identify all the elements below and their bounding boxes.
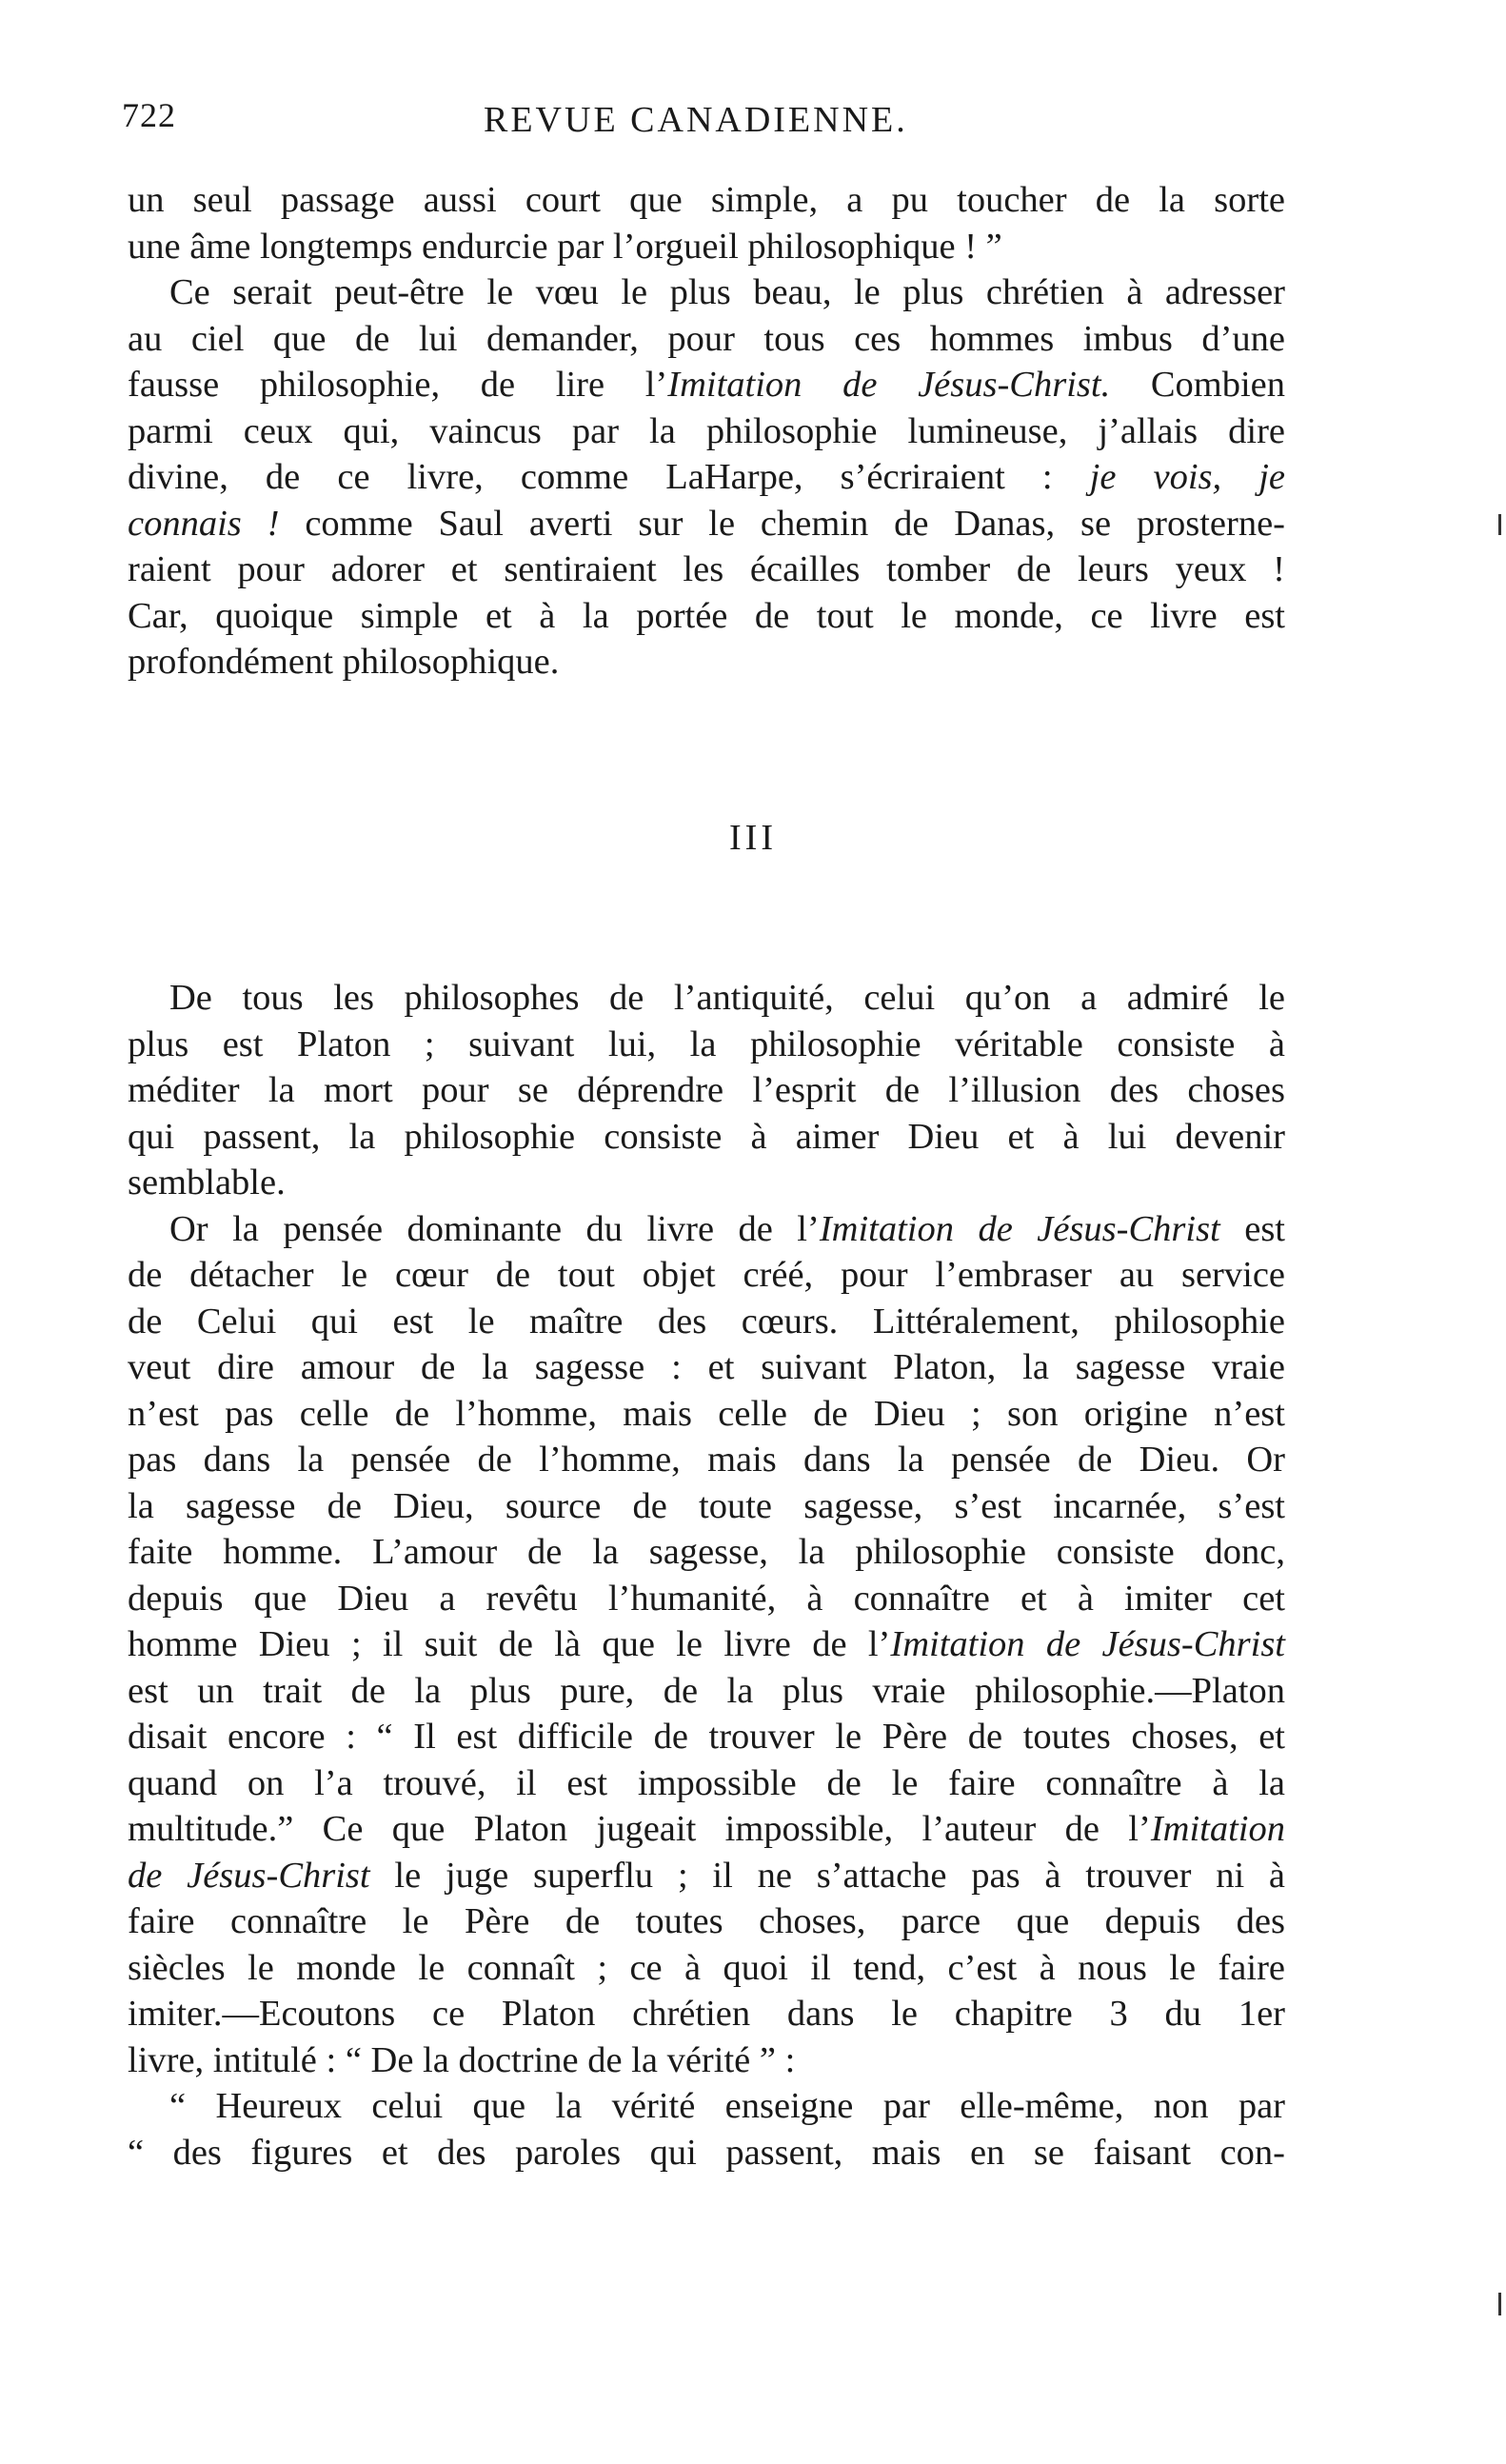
text-line xyxy=(128,1945,1285,1992)
text-line xyxy=(128,639,1285,686)
line-text: qui passent, la philosophie consiste à aimer Dieu et à lui devenir xyxy=(128,1116,1285,1157)
text-line xyxy=(128,1022,1285,1068)
line-text: comme Saul averti sur le chemin de Danas, se prosterne- xyxy=(279,503,1285,544)
text-line xyxy=(128,454,1285,501)
text-line xyxy=(128,1668,1285,1715)
line-text: fausse philosophie, de lire l’ xyxy=(128,365,668,405)
line-text: Car, quoique simple et à la portée de tout le monde, ce livre est xyxy=(128,595,1285,636)
line-text: au ciel que de lui demander, pour tous ces hommes imbus d’une xyxy=(128,318,1285,359)
italic-title: Imitation de Jésus-Christ xyxy=(890,1624,1285,1664)
line-text: Or la pensée dominante du livre de l’ xyxy=(169,1208,820,1249)
text-line xyxy=(128,1806,1285,1853)
line-text: le juge superflu ; il ne s’attache pas à trouver ni à xyxy=(369,1855,1286,1896)
text-line xyxy=(128,1391,1285,1438)
paragraph-block-opening xyxy=(128,177,1285,686)
text-line xyxy=(128,1898,1285,1945)
text-line xyxy=(128,546,1285,593)
line-text: semblable. xyxy=(128,1162,286,1202)
line-text: veut dire amour de la sagesse : et suivant Platon, la sagesse vraie xyxy=(128,1347,1285,1387)
line-text: est un trait de la plus pure, de la plus vraie philosophie.—Platon xyxy=(128,1670,1285,1711)
text-line xyxy=(128,1114,1285,1161)
section-heading: III xyxy=(729,818,777,858)
line-text: “ des figures et des paroles qui passent, mais en se faisant con- xyxy=(128,2132,1285,2173)
running-title: REVUE CANADIENNE. xyxy=(484,100,908,140)
line-text: “ Heureux celui que la vérité enseigne par elle-même, non par xyxy=(169,2086,1285,2126)
text-line xyxy=(128,593,1285,640)
line-text: livre, intitulé : “ De la doctrine de la vérité ” : xyxy=(128,2039,796,2080)
text-line xyxy=(128,1437,1285,1483)
text-line xyxy=(128,1067,1285,1114)
paragraph-block-section-iii xyxy=(128,975,1285,2176)
italic-title: connais ! xyxy=(128,503,280,544)
text-line xyxy=(128,2130,1285,2176)
line-text: Combien xyxy=(1110,365,1286,405)
text-line xyxy=(128,408,1285,455)
text-line xyxy=(128,1760,1285,1807)
page-header xyxy=(122,95,1283,152)
text-line xyxy=(128,1529,1285,1576)
text-line xyxy=(128,1991,1285,2037)
text-line xyxy=(128,1344,1285,1391)
line-text: de Celui qui est le maître des cœurs. Littéralement, philosophie xyxy=(128,1301,1285,1341)
line-text: une âme longtemps endurcie par l’orgueil philosophique ! ” xyxy=(128,226,1002,267)
text-line xyxy=(128,1252,1285,1299)
line-text: imiter.—Ecoutons ce Platon chrétien dans le chapitre 3 du 1er xyxy=(128,1994,1285,2034)
text-line xyxy=(128,1853,1285,1899)
line-text: homme Dieu ; il suit de là que le livre de l’ xyxy=(128,1624,891,1664)
line-text: siècles le monde le connaît ; ce à quoi il tend, c’est à nous le faire xyxy=(128,1947,1285,1988)
line-text: parmi ceux qui, vaincus par la philosophie lumineuse, j’allais dire xyxy=(128,410,1285,451)
line-text: multitude.” Ce que Platon jugeait impossible, l’auteur de l’ xyxy=(128,1809,1151,1849)
text-line xyxy=(128,2083,1285,2130)
text-line xyxy=(128,1714,1285,1760)
text-line xyxy=(128,224,1285,270)
italic-title: Imitation de Jésus-Christ xyxy=(819,1208,1220,1249)
line-text: depuis que Dieu a revêtu l’humanité, à connaître et à imiter cet xyxy=(128,1578,1285,1619)
line-text: méditer la mort pour se déprendre l’esprit de l’illusion des choses xyxy=(128,1070,1285,1110)
line-text: raient pour adorer et sentiraient les écailles tomber de leurs yeux ! xyxy=(128,549,1285,589)
line-text: divine, de ce livre, comme LaHarpe, s’écriraient : xyxy=(128,457,1090,497)
line-text: la sagesse de Dieu, source de toute sagesse, s’est incarnée, s’est xyxy=(128,1485,1285,1526)
italic-title: Imitation de Jésus-Christ. xyxy=(667,365,1111,405)
text-line xyxy=(128,1299,1285,1345)
text-line xyxy=(128,177,1285,224)
margin-mark xyxy=(1498,2293,1501,2315)
italic-title: je vois, je xyxy=(1089,457,1285,497)
text-line xyxy=(128,501,1285,547)
line-text: pas dans la pensée de l’homme, mais dans la pensée de Dieu. Or xyxy=(128,1440,1285,1480)
text-line xyxy=(128,1576,1285,1622)
text-line xyxy=(128,316,1285,363)
line-text: De tous les philosophes de l’antiquité, celui qu’on a admiré le xyxy=(169,978,1285,1018)
line-text: profondément philosophique. xyxy=(128,642,560,682)
text-line xyxy=(128,1206,1285,1253)
text-line xyxy=(128,2037,1285,2084)
line-text: plus est Platon ; suivant lui, la philosophie véritable consiste à xyxy=(128,1023,1285,1064)
page-number: 722 xyxy=(122,96,176,134)
line-text: Ce serait peut-être le vœu le plus beau, le plus chrétien à adresser xyxy=(169,272,1285,312)
line-text: de détacher le cœur de tout objet créé, pour l’embraser au service xyxy=(128,1255,1285,1295)
text-line xyxy=(128,362,1285,408)
text-line xyxy=(128,1483,1285,1530)
line-text: quand on l’a trouvé, il est impossible de le faire connaître à la xyxy=(128,1762,1285,1803)
line-text: faite homme. L’amour de la sagesse, la philosophie consiste donc, xyxy=(128,1532,1285,1572)
line-text: disait encore : “ Il est difficile de trouver le Père de toutes choses, et xyxy=(128,1717,1285,1757)
line-text: faire connaître le Père de toutes choses, parce que depuis des xyxy=(128,1901,1285,1941)
text-line xyxy=(128,1160,1285,1206)
margin-mark xyxy=(1498,514,1501,535)
italic-title: Imitation xyxy=(1150,1809,1285,1849)
line-text: est xyxy=(1219,1208,1285,1249)
line-text: un seul passage aussi court que simple, a pu toucher de la sorte xyxy=(128,180,1285,220)
text-line xyxy=(128,1621,1285,1668)
text-line xyxy=(128,975,1285,1022)
italic-title: de Jésus-Christ xyxy=(128,1855,370,1896)
line-text: n’est pas celle de l’homme, mais celle de Dieu ; son origine n’est xyxy=(128,1393,1285,1434)
text-line xyxy=(128,269,1285,316)
